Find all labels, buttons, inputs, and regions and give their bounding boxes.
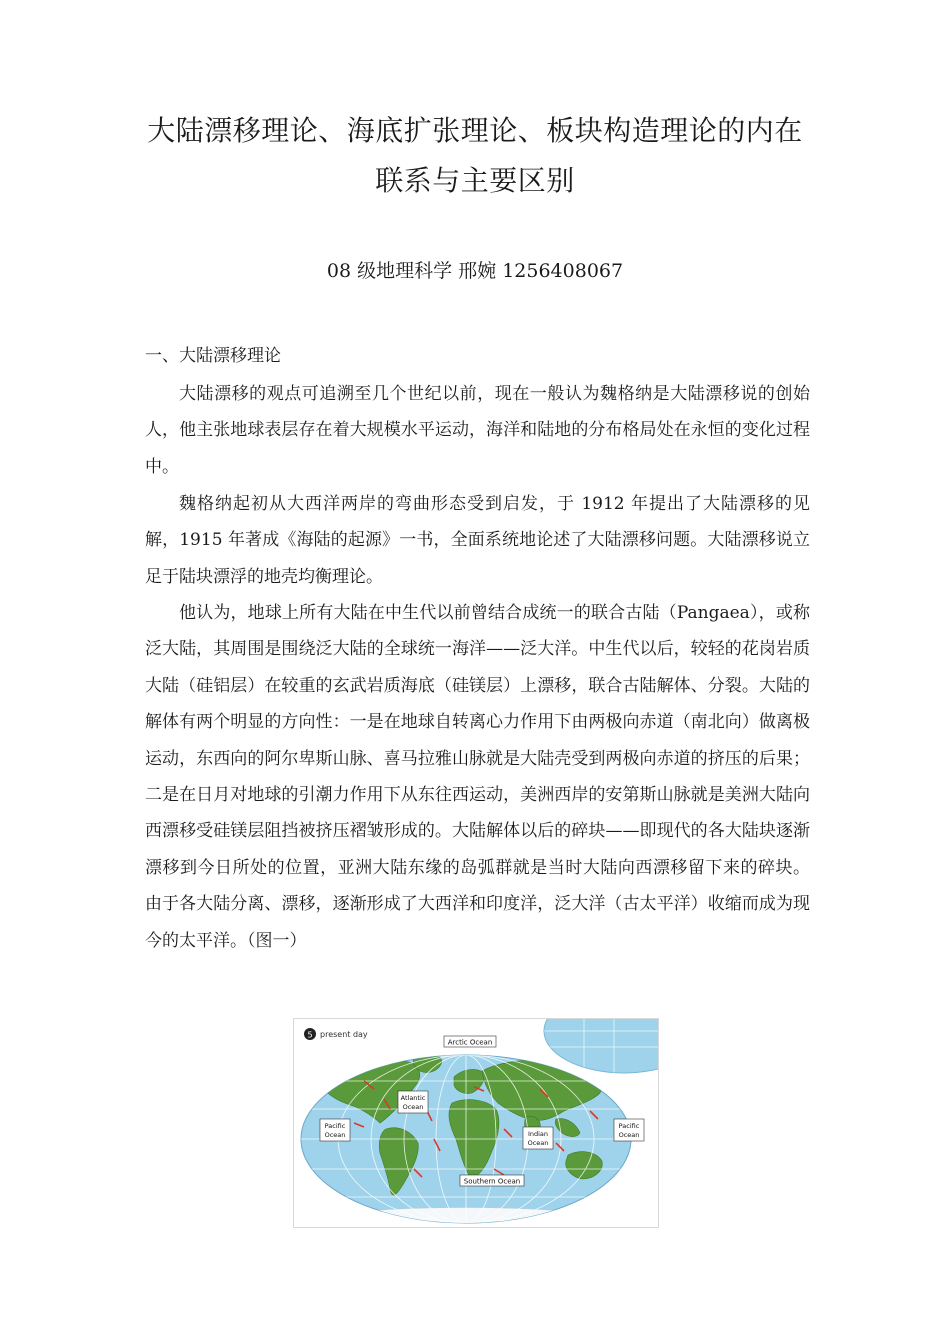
title-line-2: 联系与主要区别	[375, 164, 575, 197]
indian-ocean-text-2: Ocean	[527, 1139, 549, 1147]
label-atlantic-ocean	[398, 1091, 428, 1113]
figure-marker-text: 5	[307, 1030, 313, 1040]
section-heading: 一、大陆漂移理论	[145, 346, 281, 366]
author-line: 08 级地理科学 邢婉 1256408067	[326, 260, 624, 282]
label-pacific-ocean-east	[614, 1119, 644, 1141]
title-line-1: 大陆漂移理论、海底扩张理论、板块构造理论的内在	[147, 114, 803, 147]
label-arctic-ocean	[444, 1036, 496, 1047]
paragraph-3	[145, 595, 810, 959]
label-indian-ocean	[523, 1127, 553, 1149]
pacific-east-text-2: Ocean	[618, 1131, 640, 1139]
world-map-svg	[294, 1019, 658, 1227]
document-title	[120, 106, 830, 206]
figure-caption-label: present day	[320, 1030, 368, 1039]
paragraph-2	[145, 486, 810, 595]
southern-ocean-text: Southern Ocean	[463, 1177, 521, 1186]
paragraph-3-text: 他认为，地球上所有大陆在中生代以前曾结合成统一的联合古陆（Pangaea），或称泛大陆，其周围是围绕泛大陆的全球统一海洋——泛大洋。中生代以后，较轻的花岗岩质大陆（硅铝层）在较重的玄武岩质海底（硅镁层）上漂移，联合古陆解体、分裂。大陆的解体有两个明显的方向性：一是在地球自转离心力作用下由两极向赤道（南北向）做离极运动，东西向的阿尔卑斯山脉、喜马拉雅山脉就是大陆壳受到两极向赤道的挤压的后果；二是在日月对地球的引潮力作用下从东往西运动，美洲西岸的安第斯山脉就是美洲大陆向西漂移受硅镁层阻挡被挤压褶皱形成的。大陆解体以后的碎块——即现代的各大陆块逐渐漂移到今日所处的位置，亚洲大陆东缘的岛弧群就是当时大陆向西漂移留下来的碎块。 由于各大陆分离、漂移，逐渐形成了大西洋和印度洋，泛大洋（古太平洋）收缩而成为现今的太平洋。（图一）	[145, 603, 810, 951]
paragraph-2-text: 魏格纳起初从大西洋两岸的弯曲形态受到启发，于 1912 年提出了大陆漂移的见解，1915 年著成《海陆的起源》一书，全面系统地论述了大陆漂移问题。大陆漂移说立足于陆块漂浮的地壳均衡理论。	[145, 494, 810, 587]
atlantic-ocean-text-1: Atlantic	[400, 1094, 426, 1102]
corner-globe-ocean	[544, 1019, 658, 1073]
atlantic-ocean-text-2: Ocean	[402, 1103, 424, 1111]
pacific-east-text-1: Pacific	[618, 1122, 640, 1130]
indian-ocean-text-1: Indian	[527, 1130, 549, 1138]
pacific-west-text-1: Pacific	[324, 1122, 346, 1130]
label-southern-ocean	[460, 1175, 524, 1186]
paragraph-1-text: 大陆漂移的观点可追溯至几个世纪以前，现在一般认为魏格纳是大陆漂移说的创始人，他主张地球表层存在着大规模水平运动，海洋和陆地的分布格局处在永恒的变化过程中。	[145, 384, 810, 477]
paragraph-1	[145, 376, 810, 485]
world-map-figure	[293, 1018, 659, 1228]
arctic-ocean-text: Arctic Ocean	[447, 1038, 493, 1047]
label-pacific-ocean-west	[320, 1119, 350, 1141]
pacific-west-text-2: Ocean	[324, 1131, 346, 1139]
